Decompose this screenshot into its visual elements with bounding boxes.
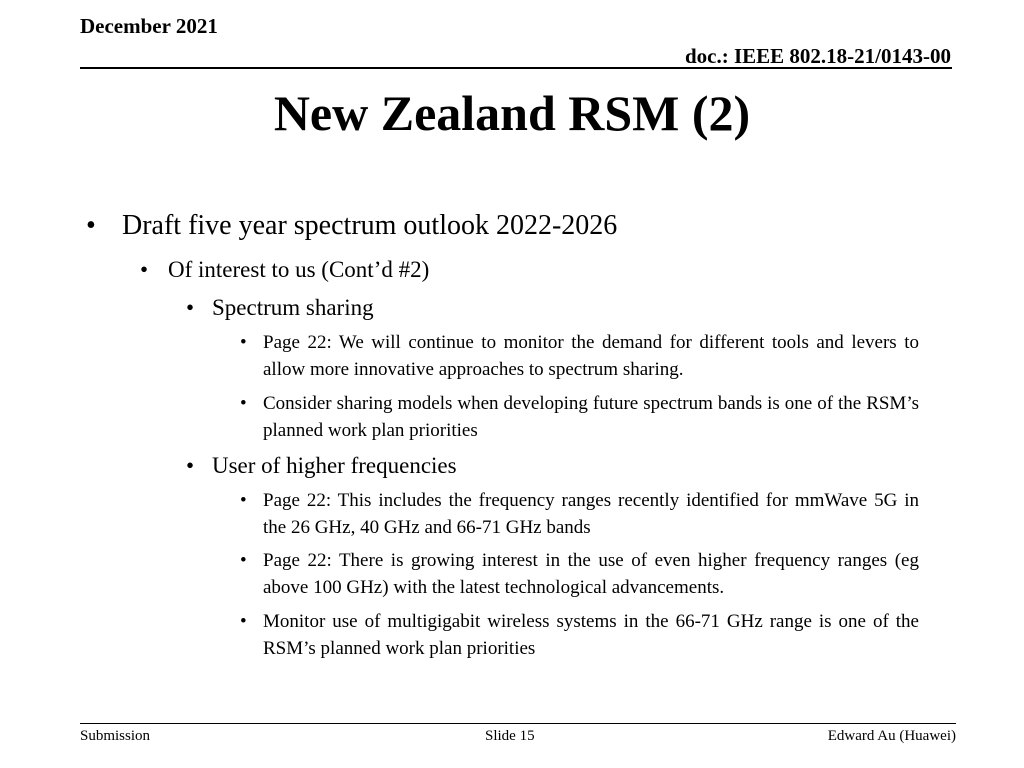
topic-heading-higher-frequencies: User of higher frequencies bbox=[212, 453, 457, 478]
bullet-marker: • bbox=[240, 611, 247, 632]
slide-title: New Zealand RSM (2) bbox=[273, 85, 751, 141]
list-item: Page 22: There is growing interest in the use of even higher frequency ranges (eg above 100 GHz) with the latest technological advancements. bbox=[263, 550, 919, 598]
bullet-marker: • bbox=[186, 453, 195, 478]
footer-submission: Submission bbox=[80, 728, 151, 744]
header-date: December 2021 bbox=[80, 14, 218, 38]
footer-author: Edward Au (Huawei) bbox=[827, 728, 956, 744]
footer-slide-number: Slide 15 bbox=[485, 728, 535, 744]
bullet-marker: • bbox=[240, 550, 247, 571]
list-item: Page 22: This includes the frequency ranges recently identified for mmWave 5G in the 26 GHz, 40 GHz and 66-71 GHz bands bbox=[263, 490, 919, 538]
bullet-sub: Of interest to us (Cont’d #2) bbox=[168, 257, 430, 282]
bullet-main: Draft five year spectrum outlook 2022-2026 bbox=[122, 210, 618, 241]
bullet-marker: • bbox=[86, 210, 96, 241]
topic-heading-spectrum-sharing: Spectrum sharing bbox=[212, 295, 374, 320]
list-item: Consider sharing models when developing future spectrum bands is one of the RSM’s planned work plan priorities bbox=[263, 393, 919, 441]
bullet-marker: • bbox=[186, 295, 195, 320]
footer-rule bbox=[80, 723, 956, 724]
bullet-marker: • bbox=[140, 257, 149, 282]
bullet-marker: • bbox=[240, 393, 247, 414]
list-item: Page 22: We will continue to monitor the demand for different tools and levers to allow more innovative approaches to spectrum sharing. bbox=[263, 332, 919, 380]
bullet-marker: • bbox=[240, 490, 247, 511]
list-item: Monitor use of multigigabit wireless systems in the 66-71 GHz range is one of the RSM’s planned work plan priorities bbox=[263, 611, 919, 659]
header-doc-id: doc.: IEEE 802.18-21/0143-00 bbox=[684, 44, 951, 68]
bullet-marker: • bbox=[240, 332, 247, 353]
